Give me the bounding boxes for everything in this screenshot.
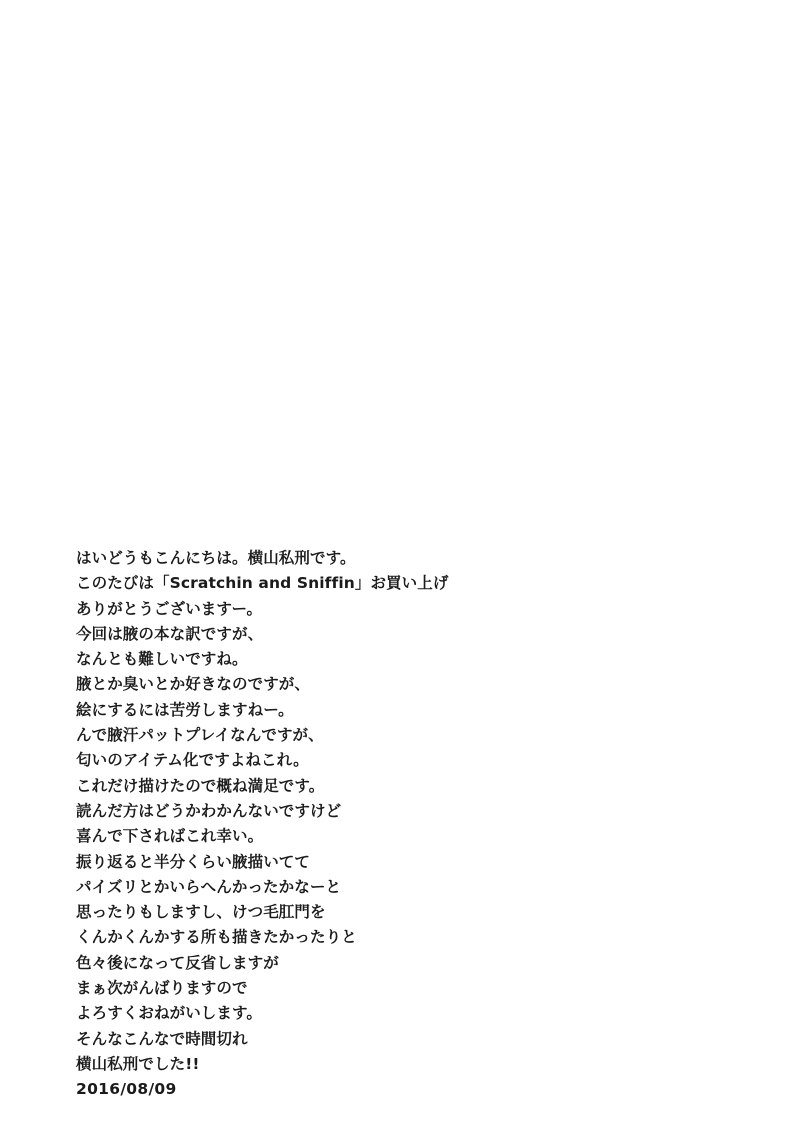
afterword-line: なんとも難しいですね。 (76, 650, 248, 669)
afterword-line: 喜んで下さればこれ幸い。 (76, 827, 264, 846)
afterword-line: んで腋汗パットプレイなんですが、 (76, 726, 324, 745)
afterword-line: 絵にするには苦労しますねー。 (76, 700, 294, 719)
afterword-line: そんなこんなで時間切れ (76, 1029, 248, 1048)
afterword-text-block (76, 546, 716, 1103)
afterword-line: このたびは「Scratchin and Sniffin」お買い上げ (76, 574, 449, 593)
afterword-line: はいどうもこんにちは。横山私刑です。 (76, 549, 356, 567)
afterword-line: 思ったりもしますし、けつ毛肛門を (76, 903, 326, 922)
afterword-line: まぁ次がんばりますので (76, 979, 248, 998)
afterword-line: 今回は腋の本な訳ですが、 (76, 624, 264, 643)
afterword-line: 色々後になって反省しますが (76, 953, 279, 972)
afterword-line: 読んだ方はどうかわかんないですけど (76, 801, 342, 820)
afterword-line: これだけ描けたので概ね満足です。 (76, 776, 325, 795)
afterword-line: くんかくんかする所も描きたかったりと (76, 928, 357, 947)
afterword-line: ありがとうございますー。 (76, 599, 263, 618)
afterword-line: 腋とか臭いとか好きなのですが、 (76, 675, 311, 694)
afterword-line: 振り返ると半分くらい腋描いてて (76, 852, 311, 871)
afterword-line: 匂いのアイテム化ですよねこれ。 (76, 751, 309, 770)
afterword-line: 横山私刑でした!! (76, 1054, 200, 1073)
afterword-date: 2016/08/09 (76, 1080, 177, 1099)
afterword-line: パイズリとかいらへんかったかなーと (76, 877, 342, 896)
afterword-line: よろすくおねがいします。 (76, 1004, 262, 1023)
